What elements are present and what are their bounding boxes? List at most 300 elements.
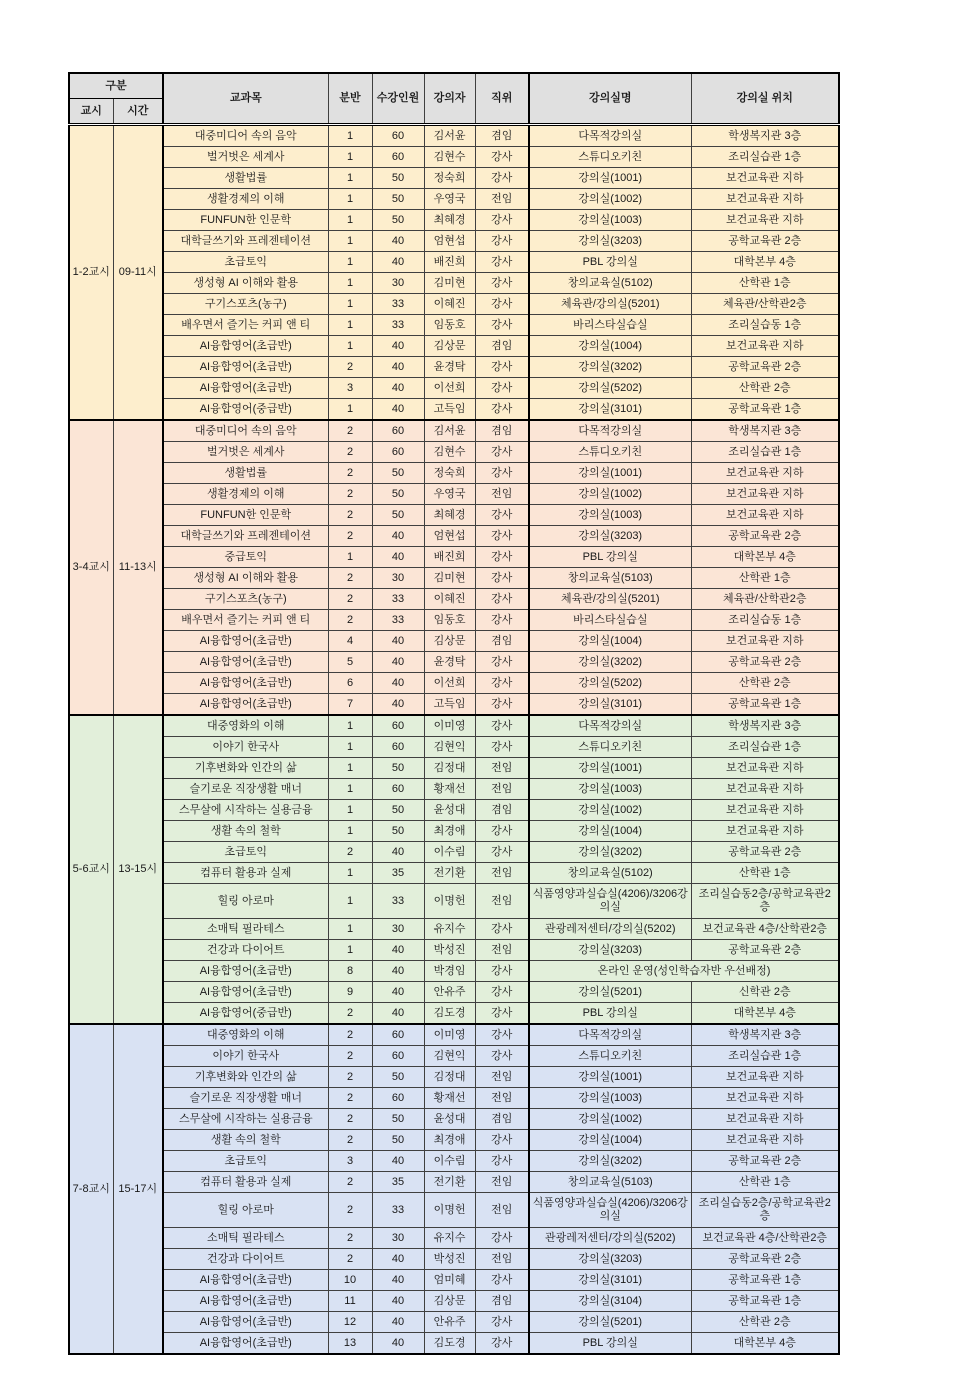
cell-subject: 이야기 한국사 [163, 737, 328, 758]
cell-room: 체육관/강의실(5201) [529, 589, 691, 610]
cell-count: 40 [372, 842, 424, 863]
cell-instructor: 전기환 [424, 1172, 475, 1193]
cell-instructor: 윤성대 [424, 1109, 475, 1130]
table-row [69, 1109, 839, 1130]
cell-count: 40 [372, 673, 424, 694]
time-cell: 15-17시 [113, 1024, 163, 1354]
cell-room: 강의실(5202) [529, 673, 691, 694]
cell-location: 학생복지관 3층 [691, 420, 839, 442]
cell-instructor: 김미현 [424, 568, 475, 589]
cell-count: 40 [372, 940, 424, 961]
cell-ban: 2 [328, 1249, 372, 1270]
cell-room: 강의실(1001) [529, 758, 691, 779]
cell-position: 전임 [475, 1088, 529, 1109]
cell-location: 조리실습동 1층 [691, 610, 839, 631]
cell-subject: 대중미디어 속의 음악 [163, 125, 328, 147]
cell-room: 강의실(3203) [529, 231, 691, 252]
cell-ban: 2 [328, 568, 372, 589]
cell-instructor: 임동호 [424, 315, 475, 336]
cell-subject: 소매틱 필라테스 [163, 1228, 328, 1249]
cell-subject: 생성형 AI 이해와 활용 [163, 273, 328, 294]
cell-count: 40 [372, 1151, 424, 1172]
cell-location: 보건교육관 지하 [691, 168, 839, 189]
table-row [69, 1151, 839, 1172]
table-row [69, 1046, 839, 1067]
cell-count: 40 [372, 1003, 424, 1025]
cell-room: 식품영양과실습실(4206)/3206강의실 [529, 884, 691, 919]
cell-location: 학생복지관 3층 [691, 715, 839, 737]
cell-instructor: 엄미혜 [424, 1270, 475, 1291]
table-row [69, 547, 839, 568]
cell-subject: AI융합영어(초급반) [163, 652, 328, 673]
cell-count: 33 [372, 294, 424, 315]
cell-position: 강사 [475, 168, 529, 189]
cell-room: 강의실(3202) [529, 652, 691, 673]
cell-subject: AI융합영어(초급반) [163, 1312, 328, 1333]
cell-instructor: 이선희 [424, 673, 475, 694]
cell-instructor: 고득임 [424, 399, 475, 421]
cell-room: 스튜디오키친 [529, 147, 691, 168]
table-row [69, 800, 839, 821]
cell-position: 전임 [475, 1067, 529, 1088]
table-row [69, 610, 839, 631]
cell-instructor: 황재선 [424, 1088, 475, 1109]
cell-location: 학생복지관 3층 [691, 125, 839, 147]
cell-location: 보건교육관 지하 [691, 189, 839, 210]
cell-subject: 배우면서 즐기는 커피 앤 티 [163, 610, 328, 631]
table-row [69, 589, 839, 610]
cell-subject: 힐링 아로마 [163, 884, 328, 919]
cell-position: 강사 [475, 715, 529, 737]
cell-subject: AI융합영어(초급반) [163, 694, 328, 716]
cell-location: 조리실습동 1층 [691, 315, 839, 336]
cell-room: 창의교육실(5102) [529, 863, 691, 884]
cell-room: 창의교육실(5102) [529, 273, 691, 294]
cell-instructor: 임동호 [424, 610, 475, 631]
cell-room: 식품영양과실습실(4206)/3206강의실 [529, 1193, 691, 1228]
cell-ban: 1 [328, 252, 372, 273]
table-row [69, 1172, 839, 1193]
header-ban: 분반 [328, 73, 372, 125]
cell-position: 강사 [475, 1003, 529, 1025]
cell-ban: 2 [328, 357, 372, 378]
cell-subject: 생활경제의 이해 [163, 189, 328, 210]
cell-ban: 1 [328, 940, 372, 961]
table-row [69, 1333, 839, 1355]
cell-location: 공학교육관 2층 [691, 231, 839, 252]
cell-subject: 기후변화와 인간의 삶 [163, 1067, 328, 1088]
cell-instructor: 김도경 [424, 1003, 475, 1025]
cell-ban: 1 [328, 294, 372, 315]
cell-location: 산학관 2층 [691, 673, 839, 694]
cell-instructor: 유지수 [424, 1228, 475, 1249]
cell-room: PBL 강의실 [529, 252, 691, 273]
cell-ban: 4 [328, 631, 372, 652]
cell-location: 대학본부 4층 [691, 252, 839, 273]
cell-instructor: 이명헌 [424, 884, 475, 919]
cell-position: 강사 [475, 147, 529, 168]
cell-position: 강사 [475, 589, 529, 610]
table-row [69, 336, 839, 357]
cell-count: 40 [372, 1291, 424, 1312]
header-period: 교시 [69, 99, 113, 125]
cell-instructor: 고득임 [424, 694, 475, 716]
cell-count: 60 [372, 1046, 424, 1067]
table-row [69, 1003, 839, 1025]
cell-location: 보건교육관 지하 [691, 505, 839, 526]
cell-count: 50 [372, 505, 424, 526]
cell-ban: 1 [328, 884, 372, 919]
cell-ban: 2 [328, 1228, 372, 1249]
header-count: 수강인원 [372, 73, 424, 125]
table-row [69, 1228, 839, 1249]
table-row [69, 252, 839, 273]
cell-subject: 스무살에 시작하는 실용금융 [163, 1109, 328, 1130]
table-row [69, 652, 839, 673]
cell-subject: AI융합영어(초급반) [163, 982, 328, 1003]
cell-instructor: 김현수 [424, 442, 475, 463]
cell-location: 보건교육관 지하 [691, 336, 839, 357]
cell-instructor: 정숙희 [424, 463, 475, 484]
cell-subject: AI융합영어(초급반) [163, 336, 328, 357]
cell-room: 강의실(3203) [529, 940, 691, 961]
cell-instructor: 김상문 [424, 336, 475, 357]
cell-position: 전임 [475, 863, 529, 884]
cell-instructor: 우영국 [424, 484, 475, 505]
cell-subject: 생성형 AI 이해와 활용 [163, 568, 328, 589]
cell-room: 강의실(1001) [529, 463, 691, 484]
cell-instructor: 최혜경 [424, 210, 475, 231]
table-row [69, 919, 839, 940]
cell-room: 강의실(1002) [529, 800, 691, 821]
cell-count: 60 [372, 442, 424, 463]
table-body [69, 125, 839, 1355]
cell-position: 겸임 [475, 420, 529, 442]
cell-ban: 9 [328, 982, 372, 1003]
cell-position: 강사 [475, 919, 529, 940]
cell-instructor: 김상문 [424, 631, 475, 652]
cell-room: 바리스타실습실 [529, 610, 691, 631]
cell-position: 강사 [475, 1333, 529, 1355]
cell-count: 60 [372, 779, 424, 800]
cell-room: PBL 강의실 [529, 1333, 691, 1355]
cell-position: 전임 [475, 1172, 529, 1193]
cell-count: 50 [372, 189, 424, 210]
cell-ban: 2 [328, 589, 372, 610]
cell-instructor: 엄현섭 [424, 231, 475, 252]
table-row [69, 1193, 839, 1228]
cell-instructor: 이수림 [424, 1151, 475, 1172]
cell-count: 40 [372, 378, 424, 399]
cell-ban: 6 [328, 673, 372, 694]
cell-subject: 배우면서 즐기는 커피 앤 티 [163, 315, 328, 336]
cell-subject: 슬기로운 직장생활 매너 [163, 1088, 328, 1109]
cell-position: 전임 [475, 758, 529, 779]
cell-subject: 스무살에 시작하는 실용금융 [163, 800, 328, 821]
time-cell: 11-13시 [113, 420, 163, 715]
cell-position: 강사 [475, 526, 529, 547]
cell-room: 강의실(1004) [529, 336, 691, 357]
table-row [69, 673, 839, 694]
cell-room: 체육관/강의실(5201) [529, 294, 691, 315]
cell-instructor: 엄현섭 [424, 526, 475, 547]
cell-location: 조리실습관 1층 [691, 737, 839, 758]
cell-count: 35 [372, 1172, 424, 1193]
cell-count: 30 [372, 1228, 424, 1249]
cell-room: 강의실(1001) [529, 168, 691, 189]
cell-ban: 3 [328, 378, 372, 399]
cell-room: 강의실(1003) [529, 505, 691, 526]
cell-subject: AI융합영어(초급반) [163, 961, 328, 982]
cell-position: 강사 [475, 252, 529, 273]
cell-position: 전임 [475, 884, 529, 919]
cell-position: 겸임 [475, 1109, 529, 1130]
time-cell: 13-15시 [113, 715, 163, 1024]
table-row [69, 484, 839, 505]
cell-ban: 2 [328, 1046, 372, 1067]
cell-location: 보건교육관 지하 [691, 758, 839, 779]
cell-ban: 2 [328, 610, 372, 631]
cell-position: 강사 [475, 673, 529, 694]
cell-ban: 2 [328, 1003, 372, 1025]
cell-instructor: 박성진 [424, 940, 475, 961]
cell-ban: 2 [328, 1088, 372, 1109]
cell-room: 강의실(1003) [529, 779, 691, 800]
cell-location: 공학교육관 1층 [691, 1291, 839, 1312]
cell-count: 60 [372, 147, 424, 168]
cell-room: 창의교육실(5103) [529, 1172, 691, 1193]
table-row [69, 842, 839, 863]
cell-count: 40 [372, 631, 424, 652]
cell-position: 전임 [475, 1249, 529, 1270]
cell-subject: AI융합영어(초급반) [163, 631, 328, 652]
cell-location: 보건교육관 지하 [691, 631, 839, 652]
table-row [69, 420, 839, 442]
period-cell: 3-4교시 [69, 420, 113, 715]
cell-ban: 1 [328, 125, 372, 147]
cell-count: 50 [372, 1130, 424, 1151]
cell-ban: 2 [328, 442, 372, 463]
cell-location: 공학교육관 2층 [691, 940, 839, 961]
cell-position: 강사 [475, 463, 529, 484]
cell-subject: 벌거벗은 세계사 [163, 147, 328, 168]
cell-subject: 구기스포츠(농구) [163, 589, 328, 610]
cell-ban: 3 [328, 1151, 372, 1172]
cell-location: 공학교육관 1층 [691, 1270, 839, 1291]
table-row [69, 125, 839, 147]
cell-subject: AI융합영어(중급반) [163, 399, 328, 421]
cell-ban: 7 [328, 694, 372, 716]
cell-room: 강의실(5201) [529, 982, 691, 1003]
cell-ban: 5 [328, 652, 372, 673]
cell-position: 강사 [475, 505, 529, 526]
cell-room: 강의실(1002) [529, 484, 691, 505]
cell-count: 40 [372, 547, 424, 568]
cell-subject: 이야기 한국사 [163, 1046, 328, 1067]
cell-ban: 2 [328, 1024, 372, 1046]
cell-ban: 1 [328, 210, 372, 231]
cell-location: 대학본부 4층 [691, 1003, 839, 1025]
cell-instructor: 김도경 [424, 1333, 475, 1355]
table-row [69, 1067, 839, 1088]
cell-subject: AI융합영어(중급반) [163, 1003, 328, 1025]
cell-subject: 구기스포츠(농구) [163, 294, 328, 315]
cell-ban: 2 [328, 1067, 372, 1088]
table-header [69, 73, 839, 125]
cell-location: 보건교육관 지하 [691, 1067, 839, 1088]
cell-ban: 1 [328, 168, 372, 189]
cell-ban: 2 [328, 420, 372, 442]
cell-ban: 1 [328, 821, 372, 842]
cell-instructor: 안유주 [424, 1312, 475, 1333]
cell-location: 공학교육관 2층 [691, 526, 839, 547]
cell-position: 겸임 [475, 1291, 529, 1312]
table-row [69, 315, 839, 336]
cell-position: 강사 [475, 610, 529, 631]
cell-count: 60 [372, 1024, 424, 1046]
time-cell: 09-11시 [113, 125, 163, 421]
cell-room: 강의실(1004) [529, 821, 691, 842]
cell-location: 체육관/산학관2층 [691, 294, 839, 315]
cell-location: 대학본부 4층 [691, 547, 839, 568]
cell-subject: 생활경제의 이해 [163, 484, 328, 505]
cell-instructor: 김현익 [424, 737, 475, 758]
header-subject: 교과목 [163, 73, 328, 125]
table-row [69, 737, 839, 758]
cell-ban: 1 [328, 779, 372, 800]
table-row [69, 821, 839, 842]
cell-ban: 2 [328, 1109, 372, 1130]
cell-ban: 1 [328, 863, 372, 884]
cell-room: 다목적강의실 [529, 125, 691, 147]
cell-count: 35 [372, 863, 424, 884]
cell-subject: 중급토익 [163, 547, 328, 568]
cell-ban: 2 [328, 526, 372, 547]
cell-instructor: 김정대 [424, 758, 475, 779]
cell-subject: 건강과 다이어트 [163, 940, 328, 961]
table-row [69, 273, 839, 294]
cell-room: 강의실(3101) [529, 1270, 691, 1291]
cell-location: 공학교육관 1층 [691, 399, 839, 421]
cell-count: 40 [372, 526, 424, 547]
cell-room: 바리스타실습실 [529, 315, 691, 336]
cell-location: 공학교육관 2층 [691, 357, 839, 378]
cell-ban: 13 [328, 1333, 372, 1355]
table-row [69, 168, 839, 189]
header-room: 강의실명 [529, 73, 691, 125]
period-cell: 1-2교시 [69, 125, 113, 421]
cell-location: 보건교육관 4층/산학관2층 [691, 1228, 839, 1249]
cell-position: 전임 [475, 779, 529, 800]
cell-location: 보건교육관 지하 [691, 210, 839, 231]
cell-instructor: 이명헌 [424, 1193, 475, 1228]
cell-position: 강사 [475, 1270, 529, 1291]
cell-count: 40 [372, 231, 424, 252]
cell-position: 강사 [475, 294, 529, 315]
table-row [69, 863, 839, 884]
cell-count: 33 [372, 610, 424, 631]
cell-ban: 1 [328, 737, 372, 758]
cell-instructor: 윤경탁 [424, 652, 475, 673]
header-instructor: 강의자 [424, 73, 475, 125]
table-row [69, 210, 839, 231]
cell-count: 33 [372, 884, 424, 919]
cell-room: 스튜디오키친 [529, 737, 691, 758]
cell-position: 겸임 [475, 336, 529, 357]
cell-subject: 대중영화의 이해 [163, 715, 328, 737]
cell-instructor: 우영국 [424, 189, 475, 210]
cell-subject: 컴퓨터 활용과 실제 [163, 1172, 328, 1193]
cell-subject: 대학글쓰기와 프레젠테이션 [163, 231, 328, 252]
cell-ban: 1 [328, 800, 372, 821]
cell-position: 강사 [475, 442, 529, 463]
cell-location: 보건교육관 지하 [691, 463, 839, 484]
cell-room: PBL 강의실 [529, 547, 691, 568]
cell-count: 50 [372, 210, 424, 231]
cell-room: 강의실(1002) [529, 189, 691, 210]
cell-ban: 2 [328, 1172, 372, 1193]
cell-count: 60 [372, 420, 424, 442]
cell-count: 60 [372, 715, 424, 737]
cell-position: 전임 [475, 1193, 529, 1228]
table-row [69, 982, 839, 1003]
cell-room: PBL 강의실 [529, 1003, 691, 1025]
cell-instructor: 배진희 [424, 547, 475, 568]
cell-room: 강의실(1001) [529, 1067, 691, 1088]
cell-position: 강사 [475, 1228, 529, 1249]
cell-ban: 10 [328, 1270, 372, 1291]
cell-position: 강사 [475, 1130, 529, 1151]
cell-position: 강사 [475, 1151, 529, 1172]
cell-location: 공학교육관 1층 [691, 694, 839, 716]
cell-position: 강사 [475, 1312, 529, 1333]
cell-instructor: 전기환 [424, 863, 475, 884]
cell-room: 강의실(3202) [529, 1151, 691, 1172]
cell-room: 강의실(1004) [529, 631, 691, 652]
cell-room: 강의실(1004) [529, 1130, 691, 1151]
cell-location: 보건교육관 지하 [691, 1130, 839, 1151]
cell-instructor: 김서윤 [424, 125, 475, 147]
table-row [69, 1249, 839, 1270]
cell-room: 강의실(5202) [529, 378, 691, 399]
cell-instructor: 최혜경 [424, 505, 475, 526]
cell-room: 다목적강의실 [529, 715, 691, 737]
cell-ban: 1 [328, 715, 372, 737]
cell-location: 조리실습동2층/공학교육관2층 [691, 1193, 839, 1228]
table-row [69, 189, 839, 210]
cell-instructor: 김미현 [424, 273, 475, 294]
cell-count: 30 [372, 273, 424, 294]
table-row [69, 1312, 839, 1333]
cell-instructor: 최경애 [424, 1130, 475, 1151]
cell-location: 조리실습동2층/공학교육관2층 [691, 884, 839, 919]
cell-position: 강사 [475, 210, 529, 231]
cell-location: 보건교육관 4층/산학관2층 [691, 919, 839, 940]
cell-subject: 슬기로운 직장생활 매너 [163, 779, 328, 800]
cell-instructor: 이혜진 [424, 294, 475, 315]
cell-room: 강의실(5201) [529, 1312, 691, 1333]
cell-count: 50 [372, 484, 424, 505]
cell-count: 40 [372, 1249, 424, 1270]
table-row [69, 357, 839, 378]
cell-position: 강사 [475, 273, 529, 294]
cell-instructor: 박경임 [424, 961, 475, 982]
cell-subject: 소매틱 필라테스 [163, 919, 328, 940]
cell-subject: FUNFUN한 인문학 [163, 210, 328, 231]
cell-room: 다목적강의실 [529, 420, 691, 442]
cell-subject: FUNFUN한 인문학 [163, 505, 328, 526]
cell-position: 강사 [475, 1024, 529, 1046]
